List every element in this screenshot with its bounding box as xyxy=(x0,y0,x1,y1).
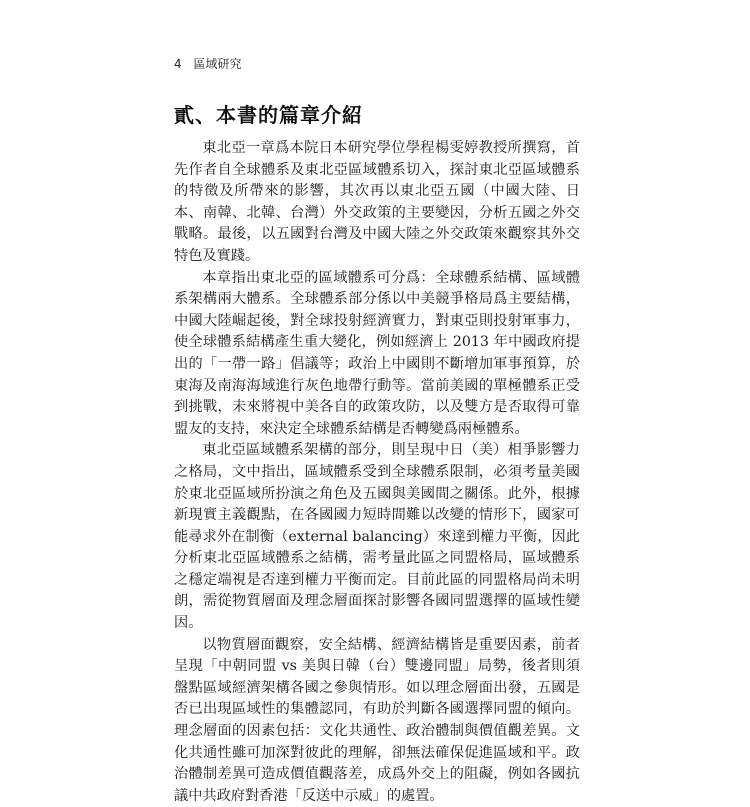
paragraph: 東北亞區域體系架構的部分，則呈現中日（美）相爭影響力之格局，文中指出，區域體系受到全球體系限制，必須考量美國於東北亞區域所扮演之角色及五國與美國間之關係。此外，根據新現實主義觀點，在各國國力短時間難以改變的情形下，國家可能尋求外在制衡（external balancing）來達到權力平衡，因此分析東北亞區域體系之結構，需考量此區之同盟格局，區域體系之穩定端視是否達到權力平衡而定。目前此區的同盟格局尚未明朗，需從物質層面及理念層面探討影響各國同盟選擇的區域性變因。 xyxy=(174,442,580,632)
paragraph: 以物質層面觀察，安全結構、經濟結構皆是重要因素，前者呈現「中朝同盟 vs 美與日韓（台）雙邊同盟」局勢，後者則須盤點區域經濟架構各國之參與情形。如以理念層面出發，五國是否已出現區域性的集體認同，有助於判斷各國選擇同盟的傾向。理念層面的因素包括：文化共通性、政治體制與價值觀差異。文化共通性雖可加深對彼此的理解，卻無法確保促進區域和平。政治體制差異可造成價值觀落差，成爲外交上的阻礙，例如各國抗議中共政府對香港「反送中示威」的處置。 xyxy=(174,636,580,804)
section-title: 貳、本書的篇章介紹 xyxy=(174,103,363,127)
page-number: 4 xyxy=(174,57,182,71)
book-title: 區域研究 xyxy=(193,57,242,71)
paragraph: 本章指出東北亞的區域體系可分爲：全球體系結構、區域體系架構兩大體系。全球體系部分係以中美競爭格局爲主要結構，中國大陸崛起後，對全球投射經濟實力，對東亞則投射軍事力，使全球體系結構產生重大變化，例如經濟上 2013 年中國政府提出的「一帶一路」倡議等；政治上中國則不斷增加軍事預算，於東海及南海海域進行灰色地帶行動等。當前美國的單極體系正受到挑戰，未來將視中美各自的政策攻防，以及雙方是否取得可靠盟友的支持，來決定全球體系結構是否轉變爲兩極體系。 xyxy=(174,269,580,437)
body-text xyxy=(174,138,580,807)
running-header xyxy=(174,55,241,72)
paragraph: 東北亞一章爲本院日本研究學位學程楊雯婷教授所撰寫，首先作者自全球體系及東北亞區域體系切入，探討東北亞區域體系的特徵及所帶來的影響，其次再以東北亞五國（中國大陸、日本、南韓、北韓、台灣）外交政策的主要變因，分析五國之外交戰略。最後，以五國對台灣及中國大陸之外交政策來觀察其外交特色及實踐。 xyxy=(174,140,580,264)
